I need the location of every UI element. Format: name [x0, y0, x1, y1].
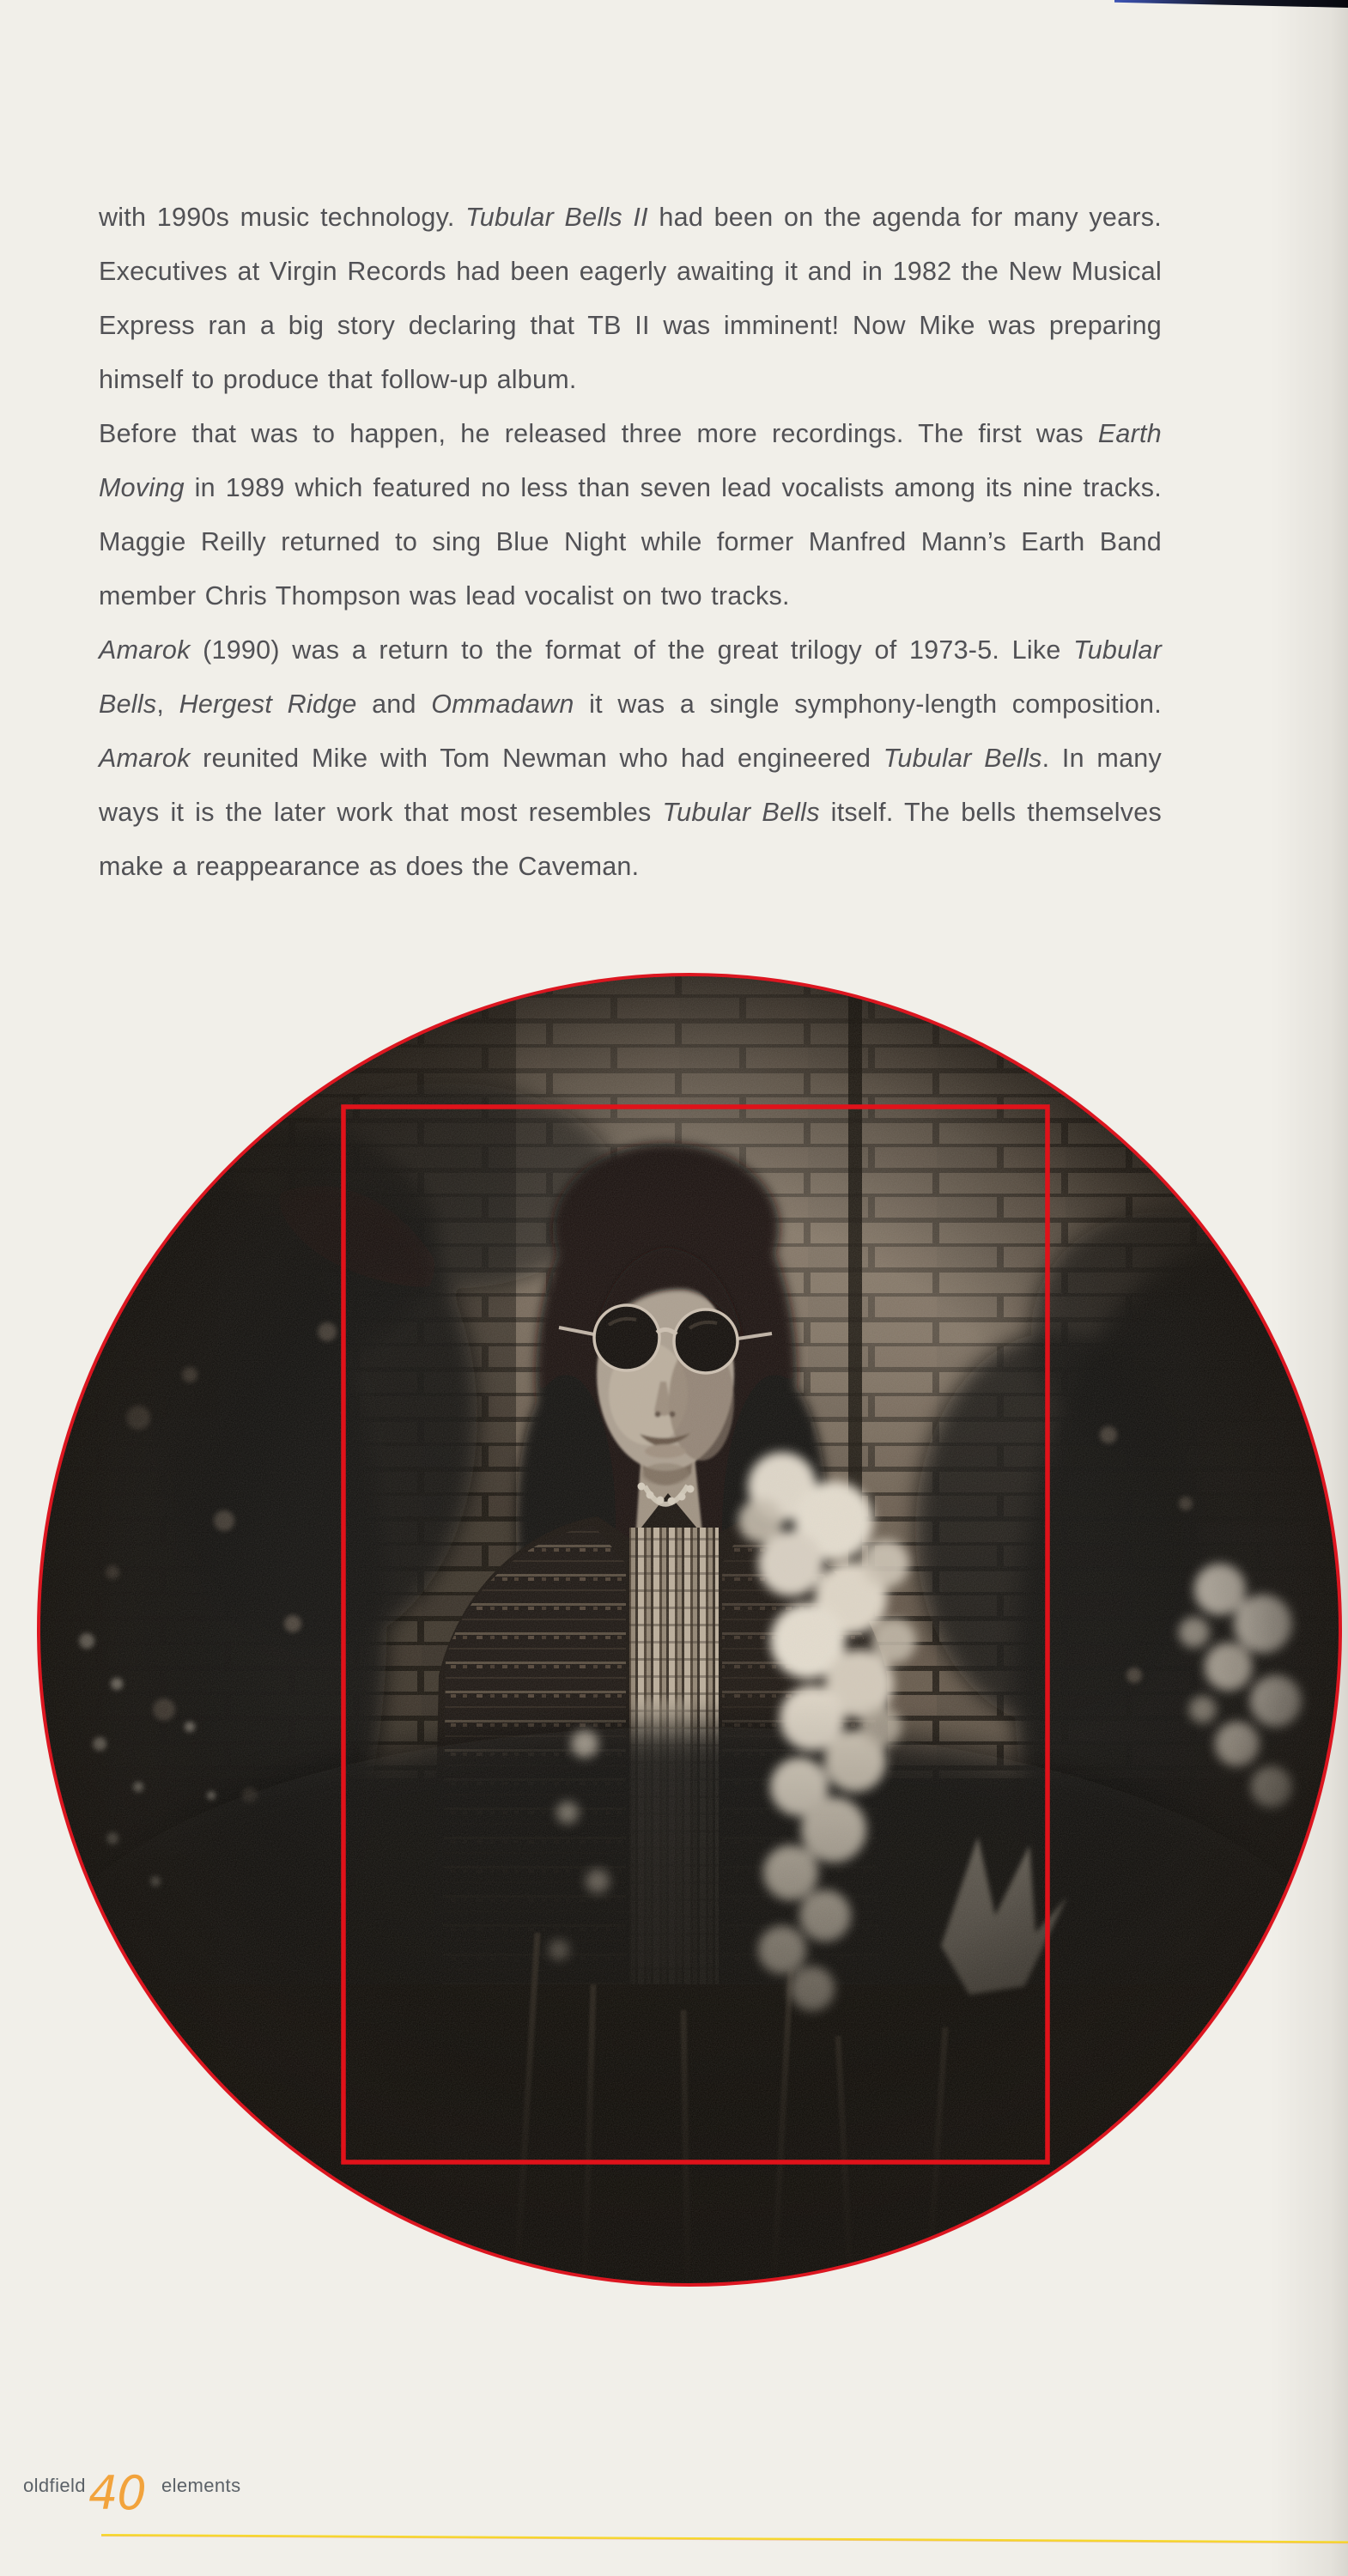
- scan-edge-artifact: [1114, 0, 1348, 8]
- article-text: [99, 191, 1162, 894]
- imprint-oldfield: oldfield: [23, 2475, 86, 2496]
- imprint-elements: elements: [161, 2475, 241, 2496]
- circular-photo: [35, 971, 1344, 2288]
- page-number: 40: [88, 2466, 146, 2520]
- body-paragraph: with 1990s music technology. Tubular Bells II had been on the agenda for many years. Executives at Virgin Records had been eagerly awaiting it and in 1982 the New Musical Express ran a big story declaring that TB II was imminent! Now Mike was preparing himself to produce that follow-up album.: [99, 203, 1162, 394]
- body-paragraph: Before that was to happen, he released three more recordings. The first was Earth Moving in 1989 which featured no less than seven lead vocalists among its nine tracks. Maggie Reilly returned to sing Blue Night while former Manfred Mann’s Earth Band member Chris Thompson was lead vocalist on two tracks.: [99, 419, 1162, 611]
- footer-rule: [101, 2534, 1348, 2543]
- photo-content: [35, 971, 1344, 2288]
- portrait-photo: [35, 971, 1344, 2288]
- body-paragraph: Amarok (1990) was a return to the format of the great trilogy of 1973-5. Like Tubular Bells, Hergest Ridge and Ommadawn it was a single symphony-length composition. Amarok reunited Mike with Tom Newman who had engineered Tubular Bells. In many ways it is the later work that most resembles Tubular Bells itself. The bells themselves make a reappearance as does the Caveman.: [99, 635, 1163, 881]
